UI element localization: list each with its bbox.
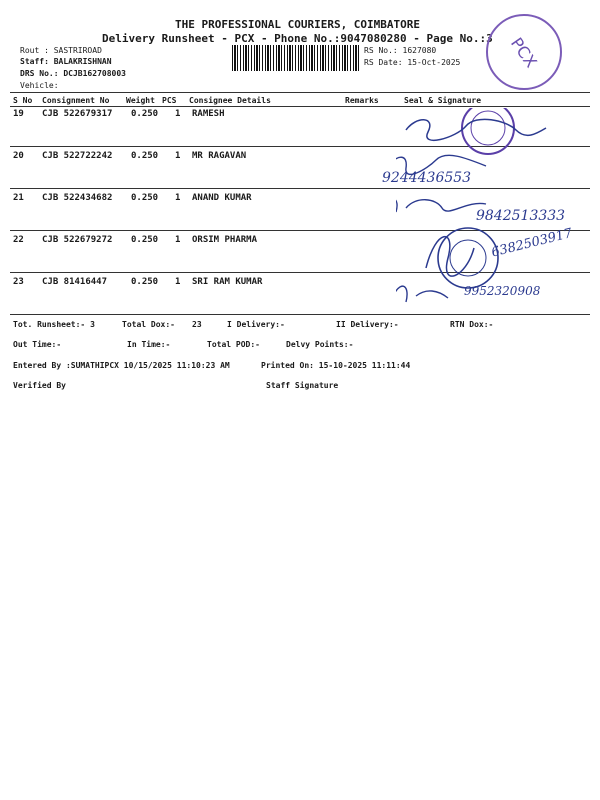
delivery-seal-icon — [462, 108, 514, 154]
rs-number: RS No.: 1627080 — [364, 46, 437, 55]
col-remarks: Remarks — [345, 96, 379, 105]
signature-row21 — [396, 199, 486, 212]
col-seal-signature: Seal & Signature — [404, 96, 482, 105]
total-pod: Total POD:- — [207, 340, 260, 349]
col-consignee: Consignee Details — [189, 96, 271, 105]
vehicle: Vehicle: — [20, 81, 59, 90]
handwritten-phone-row20: 9244436553 — [382, 170, 472, 186]
row-consignee: ANAND KUMAR — [192, 193, 252, 203]
row-weight: 0.250 — [131, 277, 159, 287]
barcode — [232, 45, 360, 71]
row-sno: 22 — [13, 235, 24, 245]
tot-runsheet: Tot. Runsheet:- 3 — [13, 320, 95, 329]
i-delivery: I Delivery:- — [227, 320, 285, 329]
route: Rout : SASTRIROAD — [20, 46, 102, 55]
row-weight: 0.250 — [131, 109, 159, 119]
total-dox-value: 23 — [192, 320, 202, 329]
col-pcs: PCS — [162, 96, 177, 105]
verified-by: Verified By — [13, 381, 66, 390]
runsheet-title: Delivery Runsheet - PCX - Phone No.:9047080280 - Page No.:3 — [102, 32, 493, 45]
row-consignee: ORSIM PHARMA — [192, 235, 258, 245]
pcx-stamp — [486, 14, 562, 90]
row-weight: 0.250 — [131, 151, 159, 161]
printed-on: Printed On: 15-10-2025 11:11:44 — [261, 361, 411, 370]
row-consignment: CJB 522679317 — [42, 109, 113, 119]
delvy-points: Delvy Points:- — [286, 340, 354, 349]
col-sno: S No — [13, 96, 33, 105]
row-pcs: 1 — [175, 277, 181, 287]
signature-row19 — [406, 119, 546, 140]
row-weight: 0.250 — [131, 193, 159, 203]
row-pcs: 1 — [175, 193, 181, 203]
row-pcs: 1 — [175, 235, 181, 245]
row-consignment: CJB 81416447 — [42, 277, 108, 287]
rtn-dox: RTN Dox:- — [450, 320, 494, 329]
drs-number: DRS No.: DCJB162708003 — [20, 69, 126, 78]
handwritten-phone-row23: 9952320908 — [464, 284, 541, 298]
row-consignee: MR RAGAVAN — [192, 151, 247, 161]
row-consignment: CJB 522722242 — [42, 151, 113, 161]
col-weight: Weight — [126, 96, 155, 105]
row-consignment: CJB 522679272 — [42, 235, 113, 245]
handwritten-phone-row22: 6382503917 — [490, 225, 574, 261]
entered-by: Entered By :SUMATHIPCX 10/15/2025 11:10:23 AM — [13, 361, 230, 370]
pcx-stamp-text: PCX — [507, 33, 541, 71]
row-pcs: 1 — [175, 109, 181, 119]
row-sno: 21 — [13, 193, 24, 203]
total-dox-label: Total Dox:- — [122, 320, 175, 329]
row-consignee: RAMESH — [192, 109, 225, 119]
row-weight: 0.250 — [131, 235, 159, 245]
row-consignment: CJB 522434682 — [42, 193, 113, 203]
ii-delivery: II Delivery:- — [336, 320, 399, 329]
row-sno: 20 — [13, 151, 24, 161]
row-sno: 23 — [13, 277, 24, 287]
row-pcs: 1 — [175, 151, 181, 161]
handwritten-phone-row21: 9842513333 — [476, 208, 566, 224]
row-consignee: SRI RAM KUMAR — [192, 277, 263, 287]
staff-signature: Staff Signature — [266, 381, 339, 390]
in-time: In Time:- — [127, 340, 171, 349]
company-name: THE PROFESSIONAL COURIERS, COIMBATORE — [175, 18, 421, 31]
rs-date: RS Date: 15-Oct-2025 — [364, 58, 461, 67]
signature-row23 — [396, 286, 448, 302]
out-time: Out Time:- — [13, 340, 62, 349]
row-sno: 19 — [13, 109, 24, 119]
col-consignment: Consignment No — [42, 96, 110, 105]
staff-name: Staff: BALAKRISHNAN — [20, 57, 112, 66]
